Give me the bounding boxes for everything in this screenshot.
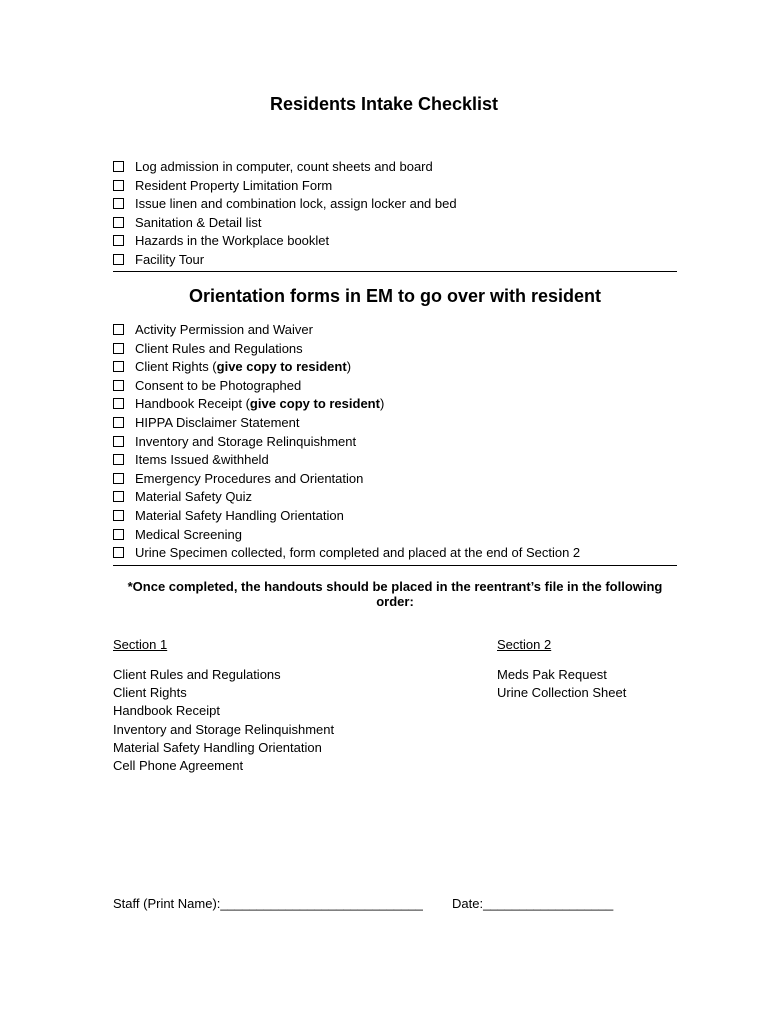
section-2-heading: Section 2	[497, 637, 552, 652]
checklist-item: Issue linen and combination lock, assign locker and bed	[113, 195, 457, 214]
checkbox[interactable]	[113, 417, 124, 428]
checklist-item: Resident Property Limitation Form	[113, 177, 457, 196]
checklist-item: Hazards in the Workplace booklet	[113, 232, 457, 251]
checklist-item: Material Safety Quiz	[113, 488, 580, 507]
checkbox[interactable]	[113, 547, 124, 558]
checkbox[interactable]	[113, 161, 124, 172]
checklist-item: HIPPA Disclaimer Statement	[113, 414, 580, 433]
checkbox[interactable]	[113, 254, 124, 265]
checkbox[interactable]	[113, 529, 124, 540]
ordering-note: *Once completed, the handouts should be placed in the reentrant’s file in the following order:	[127, 579, 663, 609]
checklist-item: Urine Specimen collected, form completed and placed at the end of Section 2	[113, 544, 580, 563]
divider	[113, 565, 677, 566]
checklist-item: Material Safety Handling Orientation	[113, 507, 580, 526]
checklist-item: Medical Screening	[113, 526, 580, 545]
checklist-item: Consent to be Photographed	[113, 377, 580, 396]
orientation-checklist	[113, 321, 580, 563]
divider	[113, 271, 677, 272]
checkbox[interactable]	[113, 491, 124, 502]
list-item: Meds Pak Request	[497, 667, 607, 682]
emphasis: give copy to resident	[216, 359, 347, 375]
list-item: Material Safety Handling Orientation	[113, 739, 322, 755]
list-item: Client Rules and Regulations	[113, 667, 281, 682]
intake-checklist	[113, 158, 457, 270]
checkbox[interactable]	[113, 454, 124, 465]
checkbox[interactable]	[113, 436, 124, 447]
checkbox[interactable]	[113, 380, 124, 391]
orientation-title: Orientation forms in EM to go over with resident	[188, 286, 602, 306]
checkbox[interactable]	[113, 217, 124, 228]
date-field[interactable]: Date:__________________	[452, 896, 614, 911]
list-item: Inventory and Storage Relinquishment	[113, 721, 335, 737]
list-item: Urine Collection Sheet	[497, 685, 627, 701]
document-title: Residents Intake Checklist	[269, 94, 499, 114]
section-2-list	[497, 666, 626, 702]
checklist-item: Log admission in computer, count sheets and board	[113, 158, 457, 177]
list-item: Handbook Receipt	[113, 703, 220, 719]
checklist-item: Client Rules and Regulations	[113, 340, 580, 359]
checklist-item: Handbook Receipt (give copy to resident)	[113, 395, 580, 414]
checkbox[interactable]	[113, 510, 124, 521]
checklist-item: Facility Tour	[113, 251, 457, 270]
checkbox[interactable]	[113, 398, 124, 409]
checkbox[interactable]	[113, 324, 124, 335]
checkbox[interactable]	[113, 473, 124, 484]
list-item: Client Rights	[113, 685, 187, 701]
emphasis: give copy to resident	[249, 396, 380, 412]
list-item: Cell Phone Agreement	[113, 757, 244, 773]
checkbox[interactable]	[113, 198, 124, 209]
checklist-item: Client Rights (give copy to resident)	[113, 358, 580, 377]
checklist-item: Inventory and Storage Relinquishment	[113, 433, 580, 452]
section-1-heading: Section 1	[113, 637, 168, 652]
checkbox[interactable]	[113, 180, 124, 191]
checkbox[interactable]	[113, 235, 124, 246]
checklist-item: Items Issued &withheld	[113, 451, 580, 470]
section-1-list	[113, 666, 334, 775]
checklist-item: Activity Permission and Waiver	[113, 321, 580, 340]
checkbox[interactable]	[113, 343, 124, 354]
staff-name-field[interactable]: Staff (Print Name):____________________________	[113, 896, 423, 911]
checklist-item: Sanitation & Detail list	[113, 214, 457, 233]
checkbox[interactable]	[113, 361, 124, 372]
checklist-item: Emergency Procedures and Orientation	[113, 470, 580, 489]
